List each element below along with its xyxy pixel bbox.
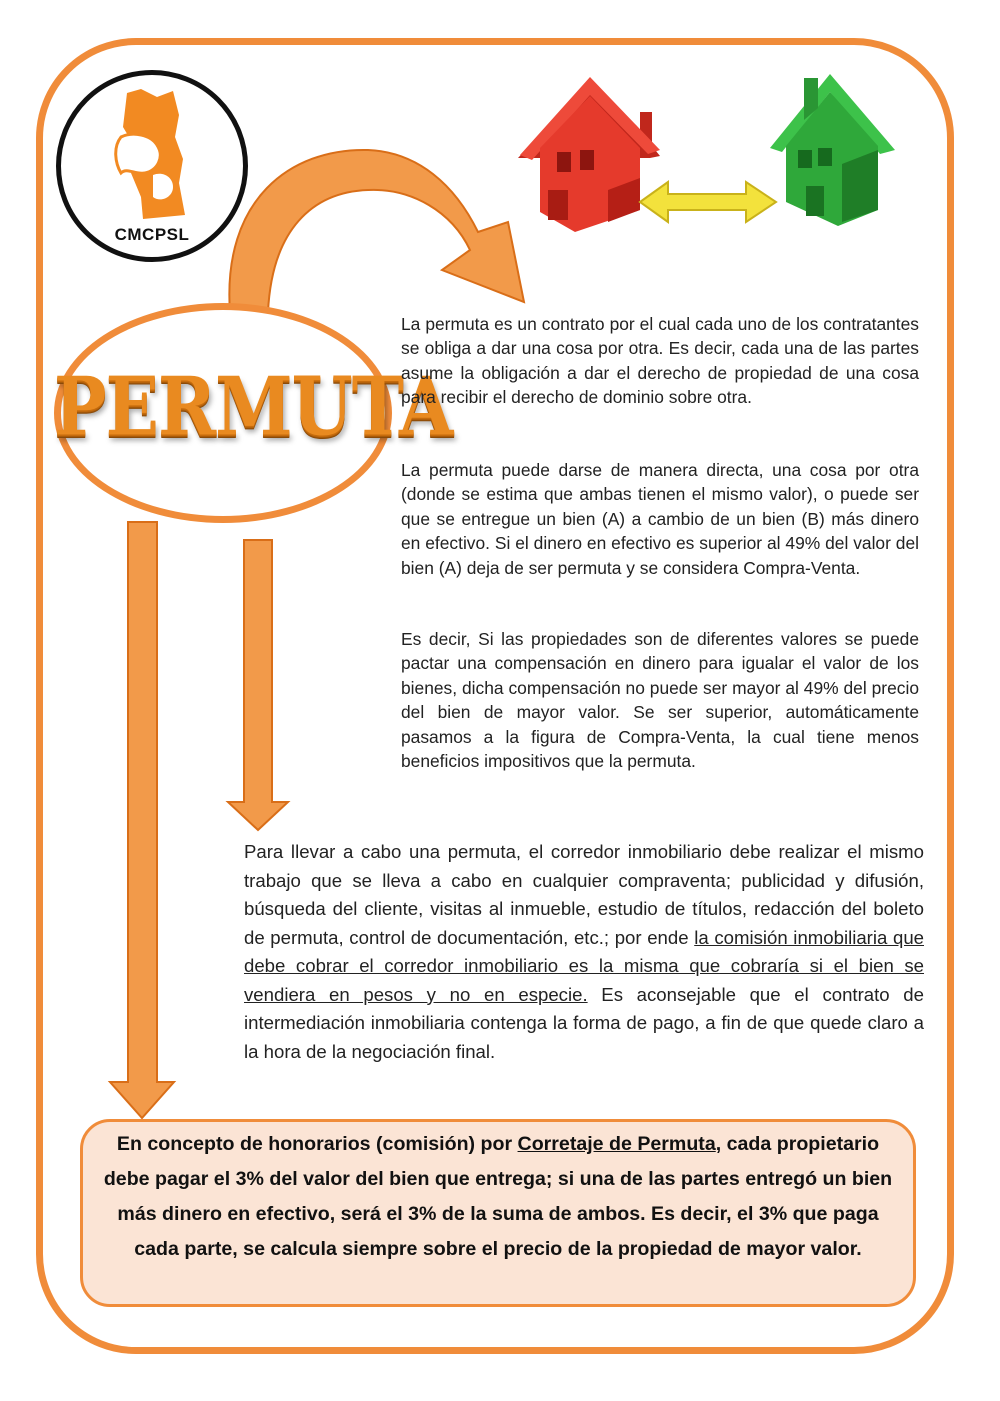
logo-text: CMCPSL	[114, 225, 190, 244]
paragraph-broker-work	[244, 838, 924, 1066]
commission-statement: la comisión inmobiliaria que debe cobrar el corredor inmobiliario es la misma que cobraría si el bien se vendiera en pesos y no en especie.	[244, 926, 924, 1005]
paragraph-compensation: Es decir, Si las propiedades son de diferentes valores se puede pactar una compensación en dinero para igualar el valor de los bienes, dicha compensación no puede ser mayor al 49% del precio del bien de mayor valor. Se ser superior, automáticamente pasamos a la figura de Compra-Venta, la cual tiene menos beneficios impositivos que la permuta.	[401, 629, 919, 772]
curved-arrow	[229, 150, 524, 312]
fees-highlight: Corretaje de Permuta	[517, 1133, 716, 1155]
paragraph-modalities: La permuta puede darse de manera directa, una cosa por otra (donde se estima que ambas tienen el mismo valor), o puede ser que se entregue un bien (A) a cambio de un bien (B) más dinero en efectivo. Si el dinero en efectivo es superior al 49% del valor del bien (A) deja de ser permuta y se considera Compra-Venta.	[401, 460, 919, 578]
red-house-icon	[518, 77, 660, 232]
green-house-icon	[770, 74, 895, 226]
fees-text-start: En concepto de honorarios (comisión) por	[116, 1133, 513, 1155]
down-arrow-left	[110, 522, 174, 1118]
fees-text	[100, 1127, 896, 1267]
paragraph-definition: La permuta es un contrato por el cual cada uno de los contratantes se obliga a dar una cosa por otra. Es decir, cada una de las partes asume la obligación a dar el derecho de propiedad de una cosa para recibir el derecho de dominio sobre otra.	[401, 314, 919, 408]
double-arrow-icon	[640, 182, 776, 222]
page-title: PERMUTA	[54, 358, 453, 455]
broker-advice-text: Es aconsejable que el contrato de intermediación inmobiliaria contenga la forma de pago, a fin de que quede claro a la hora de la negociación final.	[244, 983, 924, 1062]
logo	[56, 70, 248, 262]
fees-text-end: , cada propietario debe pagar el 3% del valor del bien que entrega; si una de las partes entregó un bien más dinero en efectivo, será el 3% de la suma de ambos. Es decir, el 3% que paga cada parte, se calcula siempre sobre el precio de la propiedad de mayor valor.	[103, 1133, 893, 1260]
down-arrow-right	[228, 540, 288, 830]
broker-work-text: Para llevar a cabo una permuta, el corredor inmobiliario debe realizar el mismo trabajo que se lleva a cabo en cualquier compraventa; publicidad y difusión, búsqueda del cliente, visitas al inmueble, estudio de títulos, redacción del boleto de permuta, control de documentación, etc.; por ende	[244, 841, 924, 948]
